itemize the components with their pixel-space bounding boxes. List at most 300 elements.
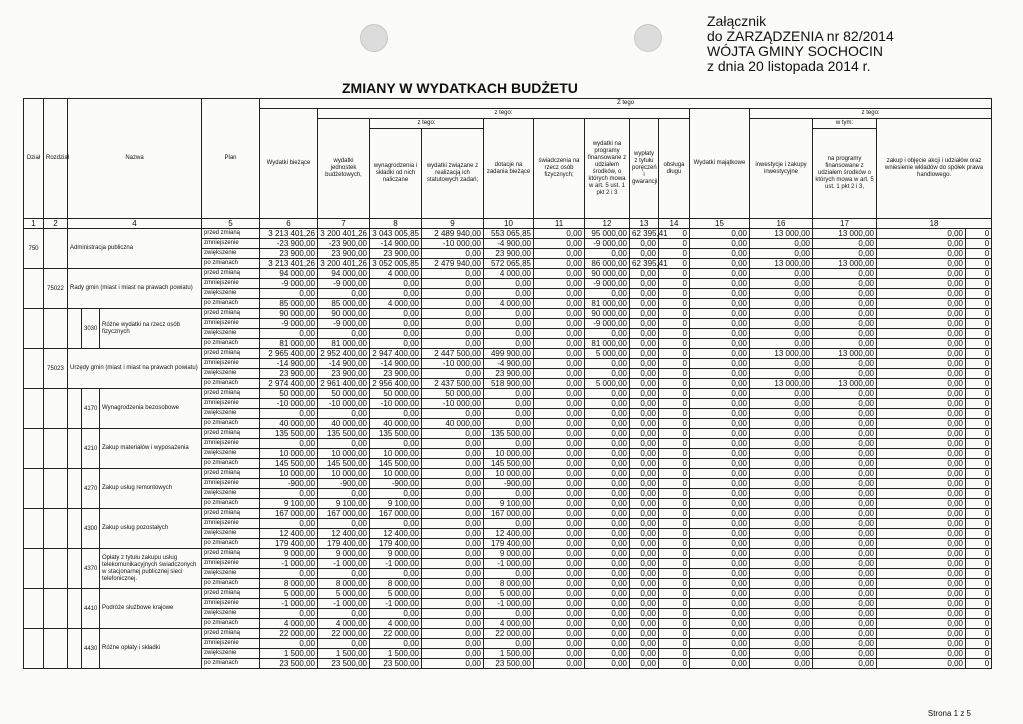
value-cell: 0,00: [585, 429, 630, 439]
value-cell: 0: [966, 339, 992, 349]
value-cell: 0: [659, 439, 690, 449]
value-cell: 50 000,00: [260, 389, 318, 399]
value-cell: 10 000,00: [484, 469, 534, 479]
value-cell: 4 000,00: [484, 269, 534, 279]
value-cell: 13 000,00: [813, 259, 877, 269]
row-label: zmniejszenie: [202, 559, 260, 569]
value-cell: 0,00: [690, 429, 750, 439]
value-cell: 0,00: [750, 289, 813, 299]
value-cell: 0,00: [534, 439, 585, 449]
value-cell: 0: [966, 309, 992, 319]
attachment-header: [707, 14, 894, 74]
z-tego-biezace-header: z tego:: [318, 109, 690, 119]
value-cell: 0,00: [877, 589, 966, 599]
value-cell: 0: [966, 239, 992, 249]
value-cell: 0,00: [630, 629, 659, 639]
row-label: przed zmianą: [202, 549, 260, 559]
col-majatkowe-header: Wydatki majątkowe: [690, 109, 750, 219]
value-cell: 2 974 400,00: [260, 379, 318, 389]
value-cell: 0,00: [630, 499, 659, 509]
value-cell: 94 000,00: [318, 269, 370, 279]
value-cell: 2 947 400,00: [370, 349, 422, 359]
value-cell: 0,00: [585, 249, 630, 259]
column-number: 17: [813, 219, 877, 229]
value-cell: 0,00: [370, 439, 422, 449]
value-cell: 0,00: [813, 329, 877, 339]
value-cell: 0,00: [534, 249, 585, 259]
table-row: [24, 509, 992, 519]
value-cell: 81 000,00: [585, 339, 630, 349]
value-cell: 0,00: [877, 629, 966, 639]
value-cell: -900,00: [370, 479, 422, 489]
value-cell: -1 000,00: [484, 559, 534, 569]
value-cell: -4 900,00: [484, 359, 534, 369]
value-cell: 0,00: [534, 579, 585, 589]
value-cell: 0,00: [690, 569, 750, 579]
value-cell: 0: [659, 549, 690, 559]
value-cell: 0,00: [585, 499, 630, 509]
value-cell: 0,00: [750, 319, 813, 329]
spacer-cell: [68, 429, 82, 469]
value-cell: 0,00: [585, 369, 630, 379]
table-row: [24, 349, 992, 359]
value-cell: 0,00: [813, 299, 877, 309]
value-cell: 0,00: [534, 239, 585, 249]
value-cell: 0,00: [813, 289, 877, 299]
value-cell: 0,00: [877, 609, 966, 619]
column-number: 7: [318, 219, 370, 229]
page-footer: Strona 1 z 5: [927, 709, 971, 718]
name-cell: Wynagrodzenia bezosobowe: [100, 389, 202, 429]
col-plan-header: Plan: [202, 99, 260, 219]
value-cell: 0,00: [585, 389, 630, 399]
value-cell: -9 000,00: [585, 239, 630, 249]
row-label: zwiększenie: [202, 449, 260, 459]
value-cell: 0,00: [690, 509, 750, 519]
value-cell: 0,00: [690, 559, 750, 569]
value-cell: 8 000,00: [260, 579, 318, 589]
z-tego-majatkowe-header: z tego:: [750, 109, 992, 119]
row-label: zmniejszenie: [202, 479, 260, 489]
value-cell: 499 900,00: [484, 349, 534, 359]
value-cell: 0,00: [630, 319, 659, 329]
value-cell: 13 000,00: [750, 259, 813, 269]
value-cell: 0,00: [750, 409, 813, 419]
value-cell: 2 437 500,00: [422, 379, 484, 389]
value-cell: 0,00: [630, 579, 659, 589]
value-cell: 0,00: [630, 509, 659, 519]
value-cell: 12 400,00: [484, 529, 534, 539]
value-cell: 0,00: [370, 339, 422, 349]
value-cell: 0,00: [484, 419, 534, 429]
value-cell: 0,00: [370, 329, 422, 339]
value-cell: -900,00: [260, 479, 318, 489]
value-cell: 0,00: [877, 469, 966, 479]
value-cell: 0,00: [630, 339, 659, 349]
value-cell: 0: [966, 269, 992, 279]
value-cell: 0,00: [585, 329, 630, 339]
value-cell: 0,00: [750, 359, 813, 369]
value-cell: 145 500,00: [318, 459, 370, 469]
value-cell: 0,00: [750, 459, 813, 469]
value-cell: 0,00: [877, 539, 966, 549]
value-cell: 0: [966, 399, 992, 409]
value-cell: 0,00: [690, 409, 750, 419]
value-cell: 0,00: [585, 629, 630, 639]
value-cell: 0,00: [813, 419, 877, 429]
value-cell: -10 000,00: [422, 239, 484, 249]
dzial-cell: [24, 349, 44, 389]
row-label: zwiększenie: [202, 609, 260, 619]
value-cell: 22 000,00: [318, 629, 370, 639]
row-label: zwiększenie: [202, 529, 260, 539]
value-cell: 0,00: [534, 599, 585, 609]
value-cell: 23 900,00: [260, 369, 318, 379]
value-cell: 0,00: [813, 319, 877, 329]
row-label: przed zmianą: [202, 229, 260, 239]
value-cell: 0,00: [484, 289, 534, 299]
value-cell: 2 479 940,00: [422, 259, 484, 269]
value-cell: 0,00: [877, 409, 966, 419]
value-cell: 0,00: [750, 529, 813, 539]
dzial-cell: [24, 469, 44, 509]
value-cell: 0,00: [630, 429, 659, 439]
value-cell: 0,00: [585, 289, 630, 299]
row-label: przed zmianą: [202, 309, 260, 319]
value-cell: 0: [966, 649, 992, 659]
value-cell: 4 000,00: [260, 619, 318, 629]
value-cell: 5 000,00: [370, 589, 422, 599]
col-zakup-akcji-header: zakup i objęcie akcji i udziałów oraz wniesienie wkładów do spółek prawa handlowego.: [877, 119, 992, 219]
col-na-programy-header: na programy finansowane z udziałem środków o których mowa w art. 5 ust. 1 pkt 2 i 3,: [813, 129, 877, 219]
col-dzial-header: Dział: [24, 99, 44, 219]
paragraf-cell: 4430: [82, 629, 100, 669]
value-cell: 0,00: [534, 499, 585, 509]
value-cell: 0,00: [750, 519, 813, 529]
value-cell: 0,00: [630, 409, 659, 419]
dzial-cell: [24, 269, 44, 309]
table-row: [24, 469, 992, 479]
value-cell: 3 200 401,26: [318, 259, 370, 269]
value-cell: 0,00: [534, 529, 585, 539]
value-cell: -14 900,00: [370, 239, 422, 249]
paragraf-cell: 3030: [82, 309, 100, 349]
value-cell: 10 000,00: [370, 469, 422, 479]
header-line-4: z dnia 20 listopada 2014 r.: [707, 58, 871, 74]
column-number: 13: [630, 219, 659, 229]
value-cell: 3 052 005,85: [370, 259, 422, 269]
value-cell: 0,00: [422, 329, 484, 339]
column-number: 5: [202, 219, 260, 229]
value-cell: 10 000,00: [318, 449, 370, 459]
value-cell: 0: [966, 289, 992, 299]
value-cell: 0: [659, 629, 690, 639]
value-cell: 0: [659, 589, 690, 599]
value-cell: 0,00: [877, 339, 966, 349]
value-cell: 10 000,00: [260, 469, 318, 479]
value-cell: 0,00: [370, 409, 422, 419]
value-cell: 0,00: [318, 289, 370, 299]
value-cell: 0,00: [422, 279, 484, 289]
value-cell: 8 000,00: [484, 579, 534, 589]
value-cell: 0: [966, 439, 992, 449]
value-cell: 0,00: [813, 519, 877, 529]
value-cell: 0,00: [534, 329, 585, 339]
column-numbers-row: [24, 219, 992, 229]
value-cell: 0,00: [877, 599, 966, 609]
row-label: przed zmianą: [202, 629, 260, 639]
row-label: zmniejszenie: [202, 319, 260, 329]
value-cell: 0,00: [750, 559, 813, 569]
value-cell: 2 965 400,00: [260, 349, 318, 359]
name-cell: Urzędy gmin (miast i miast na prawach powiatu): [68, 349, 202, 389]
value-cell: 0,00: [813, 589, 877, 599]
rozdzial-cell: [44, 389, 68, 429]
value-cell: 81 000,00: [260, 339, 318, 349]
value-cell: 0,00: [630, 289, 659, 299]
value-cell: 0,00: [534, 569, 585, 579]
value-cell: 90 000,00: [260, 309, 318, 319]
row-label: po zmianach: [202, 499, 260, 509]
row-label: po zmianach: [202, 659, 260, 669]
spacer-cell: [68, 389, 82, 429]
value-cell: 0: [966, 389, 992, 399]
value-cell: 1 500,00: [484, 649, 534, 659]
value-cell: 0,00: [260, 409, 318, 419]
value-cell: 179 400,00: [318, 539, 370, 549]
value-cell: 0,00: [484, 319, 534, 329]
budget-table: [23, 98, 992, 669]
value-cell: 0,00: [534, 479, 585, 489]
dzial-cell: [24, 549, 44, 589]
value-cell: 0,00: [877, 319, 966, 329]
value-cell: 0: [966, 569, 992, 579]
value-cell: -9 000,00: [585, 319, 630, 329]
value-cell: 13 000,00: [750, 379, 813, 389]
value-cell: 0,00: [585, 519, 630, 529]
value-cell: 0,00: [484, 639, 534, 649]
value-cell: 23 900,00: [260, 249, 318, 259]
value-cell: 0: [966, 489, 992, 499]
value-cell: 1 500,00: [370, 649, 422, 659]
value-cell: 0,00: [534, 519, 585, 529]
value-cell: 22 000,00: [260, 629, 318, 639]
value-cell: 0: [659, 229, 690, 239]
value-cell: 10 000,00: [370, 449, 422, 459]
value-cell: 0,00: [484, 399, 534, 409]
value-cell: 0,00: [877, 229, 966, 239]
value-cell: 23 900,00: [370, 369, 422, 379]
value-cell: 0,00: [690, 399, 750, 409]
row-label: po zmianach: [202, 339, 260, 349]
value-cell: 0,00: [585, 549, 630, 559]
value-cell: 0,00: [813, 499, 877, 509]
value-cell: 0,00: [750, 579, 813, 589]
value-cell: -23 900,00: [318, 239, 370, 249]
value-cell: 0,00: [630, 379, 659, 389]
value-cell: 10 000,00: [260, 449, 318, 459]
value-cell: 0,00: [750, 449, 813, 459]
value-cell: 0,00: [422, 449, 484, 459]
rozdzial-cell: [44, 429, 68, 469]
value-cell: 0: [966, 249, 992, 259]
col-nazwa-header: Nazwa: [68, 99, 202, 219]
value-cell: 0,00: [750, 239, 813, 249]
value-cell: 0,00: [422, 519, 484, 529]
value-cell: 0,00: [585, 359, 630, 369]
value-cell: 0: [659, 389, 690, 399]
value-cell: 0,00: [422, 599, 484, 609]
value-cell: 0,00: [370, 309, 422, 319]
value-cell: 0,00: [534, 539, 585, 549]
value-cell: 0,00: [750, 649, 813, 659]
value-cell: 0,00: [484, 309, 534, 319]
value-cell: 4 000,00: [370, 619, 422, 629]
value-cell: 0,00: [813, 639, 877, 649]
punch-hole-left: [360, 24, 388, 52]
value-cell: 23 500,00: [318, 659, 370, 669]
value-cell: 0,00: [813, 239, 877, 249]
value-cell: 0,00: [690, 479, 750, 489]
value-cell: 0,00: [630, 559, 659, 569]
value-cell: 0,00: [877, 519, 966, 529]
value-cell: -14 900,00: [260, 359, 318, 369]
col-jednostek-header: wydatki jednostek budżetowych,: [318, 119, 370, 219]
value-cell: 0,00: [813, 389, 877, 399]
value-cell: 4 000,00: [484, 619, 534, 629]
value-cell: 0,00: [260, 609, 318, 619]
column-number: 18: [877, 219, 992, 229]
value-cell: 95 000,00: [585, 229, 630, 239]
value-cell: -10 000,00: [370, 399, 422, 409]
value-cell: 0,00: [690, 449, 750, 459]
value-cell: 0,00: [877, 369, 966, 379]
value-cell: 0,00: [422, 289, 484, 299]
value-cell: 0,00: [422, 509, 484, 519]
value-cell: 0: [659, 519, 690, 529]
value-cell: 0,00: [813, 249, 877, 259]
column-number: 14: [659, 219, 690, 229]
dzial-cell: [24, 629, 44, 669]
value-cell: 0,00: [813, 359, 877, 369]
col-swiadczenia-header: świadczenia na rzecz osób fizycznych;: [534, 119, 585, 219]
value-cell: 0,00: [690, 339, 750, 349]
value-cell: 0,00: [370, 609, 422, 619]
value-cell: 0: [966, 529, 992, 539]
value-cell: 0,00: [690, 239, 750, 249]
value-cell: 4 000,00: [484, 299, 534, 309]
column-number: 2: [44, 219, 68, 229]
value-cell: 0,00: [813, 409, 877, 419]
header-line-2: do ZARZĄDZENIA nr 82/2014: [707, 28, 894, 44]
value-cell: 0,00: [750, 569, 813, 579]
spacer-cell: [68, 309, 82, 349]
value-cell: 0,00: [630, 369, 659, 379]
rozdzial-cell: 75022: [44, 269, 68, 309]
value-cell: 13 000,00: [750, 349, 813, 359]
value-cell: 0,00: [813, 619, 877, 629]
value-cell: 3 213 401,26: [260, 259, 318, 269]
value-cell: 0: [659, 329, 690, 339]
value-cell: 572 065,85: [484, 259, 534, 269]
column-number: 1: [24, 219, 44, 229]
value-cell: 1 500,00: [318, 649, 370, 659]
value-cell: 40 000,00: [370, 419, 422, 429]
row-label: zwiększenie: [202, 649, 260, 659]
value-cell: 50 000,00: [318, 389, 370, 399]
value-cell: 22 000,00: [370, 629, 422, 639]
value-cell: 0,00: [318, 639, 370, 649]
value-cell: 0,00: [690, 229, 750, 239]
value-cell: 0: [966, 279, 992, 289]
value-cell: 0,00: [534, 509, 585, 519]
value-cell: -900,00: [318, 479, 370, 489]
value-cell: 0: [966, 379, 992, 389]
value-cell: 0,00: [690, 419, 750, 429]
value-cell: 0,00: [534, 359, 585, 369]
value-cell: 0,00: [877, 289, 966, 299]
value-cell: 0: [659, 349, 690, 359]
value-cell: 0: [659, 539, 690, 549]
value-cell: 0,00: [422, 659, 484, 669]
value-cell: 9 000,00: [260, 549, 318, 559]
value-cell: 0,00: [690, 379, 750, 389]
value-cell: 0,00: [318, 519, 370, 529]
row-label: zmniejszenie: [202, 519, 260, 529]
header-line-3: WÓJTA GMINY SOCHOCIN: [707, 43, 884, 59]
row-label: zmniejszenie: [202, 239, 260, 249]
value-cell: 0: [659, 359, 690, 369]
value-cell: 62 395,41: [630, 229, 659, 239]
value-cell: 0,00: [690, 439, 750, 449]
value-cell: 0,00: [690, 529, 750, 539]
value-cell: 135 500,00: [484, 429, 534, 439]
value-cell: 5 000,00: [318, 589, 370, 599]
col-obsluga-header: obsługa długu: [659, 119, 690, 219]
value-cell: 23 900,00: [318, 369, 370, 379]
value-cell: 0,00: [370, 639, 422, 649]
value-cell: 0,00: [877, 279, 966, 289]
value-cell: 0,00: [750, 549, 813, 559]
value-cell: 0: [659, 419, 690, 429]
table-row: [24, 589, 992, 599]
value-cell: 0,00: [630, 249, 659, 259]
col-inwestycje-header: inwestycje i zakupy inwestycyjne: [750, 119, 813, 219]
row-label: przed zmianą: [202, 429, 260, 439]
value-cell: 4 000,00: [370, 299, 422, 309]
col-wynagrodzenia-header: wynagrodzenia i składki od nich naliczane: [370, 129, 422, 219]
value-cell: -1 000,00: [370, 559, 422, 569]
value-cell: 0,00: [534, 229, 585, 239]
value-cell: 5 000,00: [585, 349, 630, 359]
value-cell: 0,00: [877, 359, 966, 369]
value-cell: 3 043 005,85: [370, 229, 422, 239]
value-cell: 0,00: [750, 489, 813, 499]
value-cell: 0,00: [813, 429, 877, 439]
value-cell: -4 900,00: [484, 239, 534, 249]
value-cell: 0,00: [813, 269, 877, 279]
value-cell: 0,00: [750, 269, 813, 279]
row-label: przed zmianą: [202, 269, 260, 279]
value-cell: 0,00: [484, 609, 534, 619]
value-cell: 0,00: [585, 599, 630, 609]
value-cell: 0: [966, 599, 992, 609]
column-number: 6: [260, 219, 318, 229]
value-cell: 0,00: [422, 499, 484, 509]
value-cell: 0,00: [534, 469, 585, 479]
value-cell: 0,00: [370, 279, 422, 289]
table-row: [24, 629, 992, 639]
